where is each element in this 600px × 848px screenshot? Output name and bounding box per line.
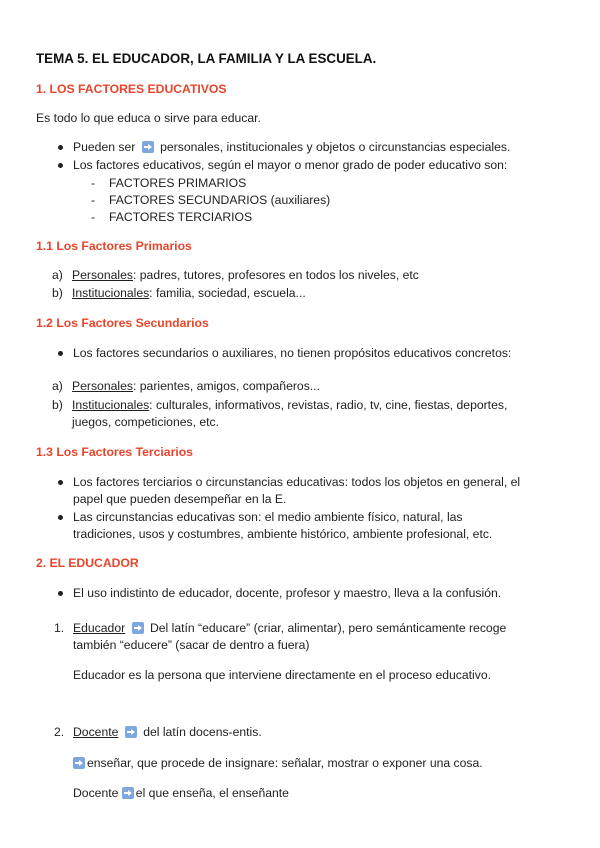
item-text: : familia, sociedad, escuela... — [149, 286, 306, 300]
item-text: Del latín “educare” (criar, alimentar), pero semánticamente recoge — [149, 621, 507, 635]
item-text: : padres, tutores, profesores en todos los niveles, etc — [132, 268, 419, 282]
list-marker-a: a) — [52, 379, 63, 393]
numbered-marker-2: 2. — [54, 725, 65, 739]
s13-bullet-1-line-2: papel que pueden desempeñar en la E. — [73, 492, 287, 506]
list-marker-a: a) — [52, 268, 63, 282]
section-1-1-heading: 1.1 Los Factores Primarios — [36, 239, 192, 253]
s2-item-1 — [73, 620, 506, 636]
sub-item-terciarios: FACTORES TERCIARIOS — [109, 210, 253, 224]
s12-item-b-cont: juegos, competiciones, etc. — [72, 415, 220, 429]
sub-item-primarios: FACTORES PRIMARIOS — [109, 176, 247, 190]
section-1-bullet-2: Los factores educativos, según el mayor o menor grado de poder educativo son: — [73, 158, 508, 172]
sub-item-secundarios: FACTORES SECUNDARIOS (auxiliares) — [109, 193, 331, 207]
right-arrow-icon — [73, 757, 85, 769]
right-arrow-icon — [125, 726, 137, 738]
right-arrow-icon — [132, 622, 144, 634]
item-text: enseñar, que procede de insignare: señalar, mostrar o exponer una cosa. — [87, 756, 483, 770]
bullet-dot — [58, 163, 63, 168]
sub-dash: - — [91, 193, 96, 207]
document-title: TEMA 5. EL EDUCADOR, LA FAMILIA Y LA ESCUELA. — [36, 51, 377, 66]
section-1-2-heading: 1.2 Los Factores Secundarios — [36, 316, 209, 330]
bullet-dot — [58, 515, 63, 520]
section-2-heading: 2. EL EDUCADOR — [36, 556, 139, 570]
s2-item-2-line-3 — [73, 785, 289, 801]
bullet-dot — [58, 591, 63, 596]
item-text: : culturales, informativos, revistas, radio, tv, cine, fiestas, deportes, — [149, 398, 508, 412]
s12-item-a — [72, 378, 320, 394]
section-1-heading: 1. LOS FACTORES EDUCATIVOS — [36, 82, 227, 96]
item-text: el que enseña, el enseñante — [135, 786, 289, 800]
sub-dash: - — [91, 210, 96, 224]
item-text: del latín docens-entis. — [143, 725, 262, 739]
s13-bullet-1-line-1: Los factores terciarios o circunstancias educativas: todos los objetos en general, el — [73, 475, 521, 489]
bullet-1-post: personales, institucionales y objetos o circunstancias especiales. — [160, 140, 511, 154]
s11-item-a — [72, 267, 419, 283]
bullet-dot — [58, 480, 63, 485]
bullet-dot — [58, 145, 63, 150]
right-arrow-icon — [122, 787, 134, 799]
label-personales: Personales — [72, 379, 133, 393]
section-1-bullet-1 — [73, 139, 510, 155]
bullet-dot — [58, 351, 63, 356]
label-institucionales: Institucionales — [72, 398, 150, 412]
label-docente: Docente — [73, 725, 119, 739]
s2-item-1-cont: también “educere” (sacar de dentro a fuera) — [73, 638, 310, 652]
section-1-intro: Es todo lo que educa o sirve para educar. — [36, 111, 261, 125]
label-educador: Educador — [73, 621, 126, 635]
s2-item-2 — [73, 724, 262, 740]
label-institucionales: Institucionales — [72, 286, 150, 300]
section-1-3-heading: 1.3 Los Factores Terciarios — [36, 445, 193, 459]
s13-bullet-2-line-2: tradiciones, usos y costumbres, ambiente histórico, ambiente profesional, etc. — [73, 527, 493, 541]
numbered-marker-1: 1. — [54, 621, 65, 635]
s2-bullet: El uso indistinto de educador, docente, profesor y maestro, lleva a la confusión. — [73, 586, 502, 600]
item-text: Docente — [73, 786, 119, 800]
list-marker-b: b) — [52, 398, 63, 412]
s13-bullet-2-line-1: Las circunstancias educativas son: el medio ambiente físico, natural, las — [73, 510, 463, 524]
bullet-1-pre: Pueden ser — [73, 140, 136, 154]
s2-item-1-para: Educador es la persona que interviene directamente en el proceso educativo. — [73, 668, 492, 682]
s12-bullet: Los factores secundarios o auxiliares, no tienen propósitos educativos concretos: — [73, 346, 512, 360]
s12-item-b — [72, 397, 507, 413]
s11-item-b — [72, 285, 306, 301]
sub-dash: - — [91, 176, 96, 190]
list-marker-b: b) — [52, 286, 63, 300]
s2-item-2-line-2 — [73, 755, 483, 771]
item-text: : parientes, amigos, compañeros... — [132, 379, 320, 393]
label-personales: Personales — [72, 268, 133, 282]
right-arrow-icon — [142, 141, 154, 153]
